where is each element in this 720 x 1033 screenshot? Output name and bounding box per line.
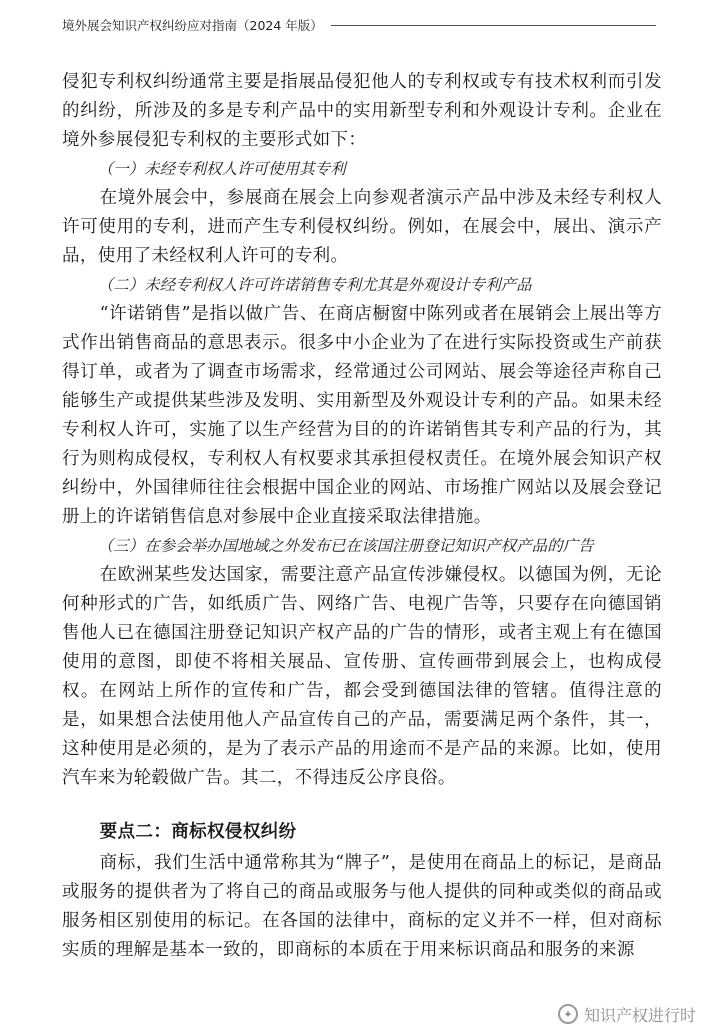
subheading-3: （三）在参会举办国地域之外发布已在该国注册登记知识产权产品的广告 [97,537,594,555]
wechat-logo-icon: ✦ [558,1004,578,1024]
paragraph-5: 商标，我们生活中通常称其为“牌子”，是使用在商品上的标记，是商品或服务的提供者为了将自己的商品或服务与他人提供的同种或类似的商品或服务相区别使用的标记。在各国的法律中，商标的定义并不一样，但对商标实质的理解是基本一致的，即商标的本质在于用来标识商品和服务的来源 [62,853,662,960]
subheading-1: （一）未经专利权人许可使用其专利 [97,160,346,178]
header-rule [331,25,656,26]
running-header [62,14,656,36]
watermark [426,1001,696,1027]
section-heading: 要点二：商标权侵权纠纷 [99,822,297,842]
paragraph-2: 在境外展会中，参展商在展会上向参观者演示产品中涉及未经专利权人许可使用的专利，进而产生专利侵权纠纷。例如，在展会中，展出、演示产品，使用了未经权利人许可的专利。 [62,188,662,266]
document-body [62,68,662,965]
subheading-2: （二）未经专利权人许可许诺销售专利尤其是外观设计专利产品 [97,276,532,294]
paragraph-3: “许诺销售”是指以做广告、在商店橱窗中陈列或者在展销会上展出等方式作出销售商品的意思表示。很多中小企业为了在进行实际投资或生产前获得订单，或者为了调查市场需求，经常通过公司网站、展会等途径声称自己能够生产或提供某些涉及发明、实用新型及外观设计专利的产品。如果未经专利权人许可，实施了以生产经营为目的的许诺销售其专利产品的行为，其行为则构成侵权，专利权人有权要求其承担侵权责任。在境外展会知识产权纠纷中，外国律师往往会根据中国企业的网站、市场推广网站以及展会登记册上的许诺销售信息对参展中企业直接采取法律措施。 [62,304,662,527]
header-title: 境外展会知识产权纠纷应对指南（2024 年版） [62,18,323,33]
paragraph-4: 在欧洲某些发达国家，需要注意产品宣传涉嫌侵权。以德国为例，无论何种形式的广告，如纸质广告、网络广告、电视广告等，只要存在向德国销售他人已在德国注册登记知识产权产品的广告的情形，或者主观上有在德国使用的意图，即使不将相关展品、宣传册、宣传画带到展会上，也构成侵权。在网站上所作的宣传和广告，都会受到德国法律的管辖。值得注意的是，如果想合法使用他人产品宣传自己的产品，需要满足两个条件，其一，这种使用是必须的，是为了表示产品的用途而不是产品的来源。比如，使用汽车来为轮毂做广告。其二，不得违反公序良俗。 [62,565,662,788]
paragraph-intro: 侵犯专利权纠纷通常主要是指展品侵犯他人的专利权或专有技术权利而引发的纠纷，所涉及的多是专利产品中的实用新型专利和外观设计专利。企业在境外参展侵犯专利权的主要形式如下： [62,72,662,150]
watermark-text: 知识产权进行时 [583,1005,696,1025]
